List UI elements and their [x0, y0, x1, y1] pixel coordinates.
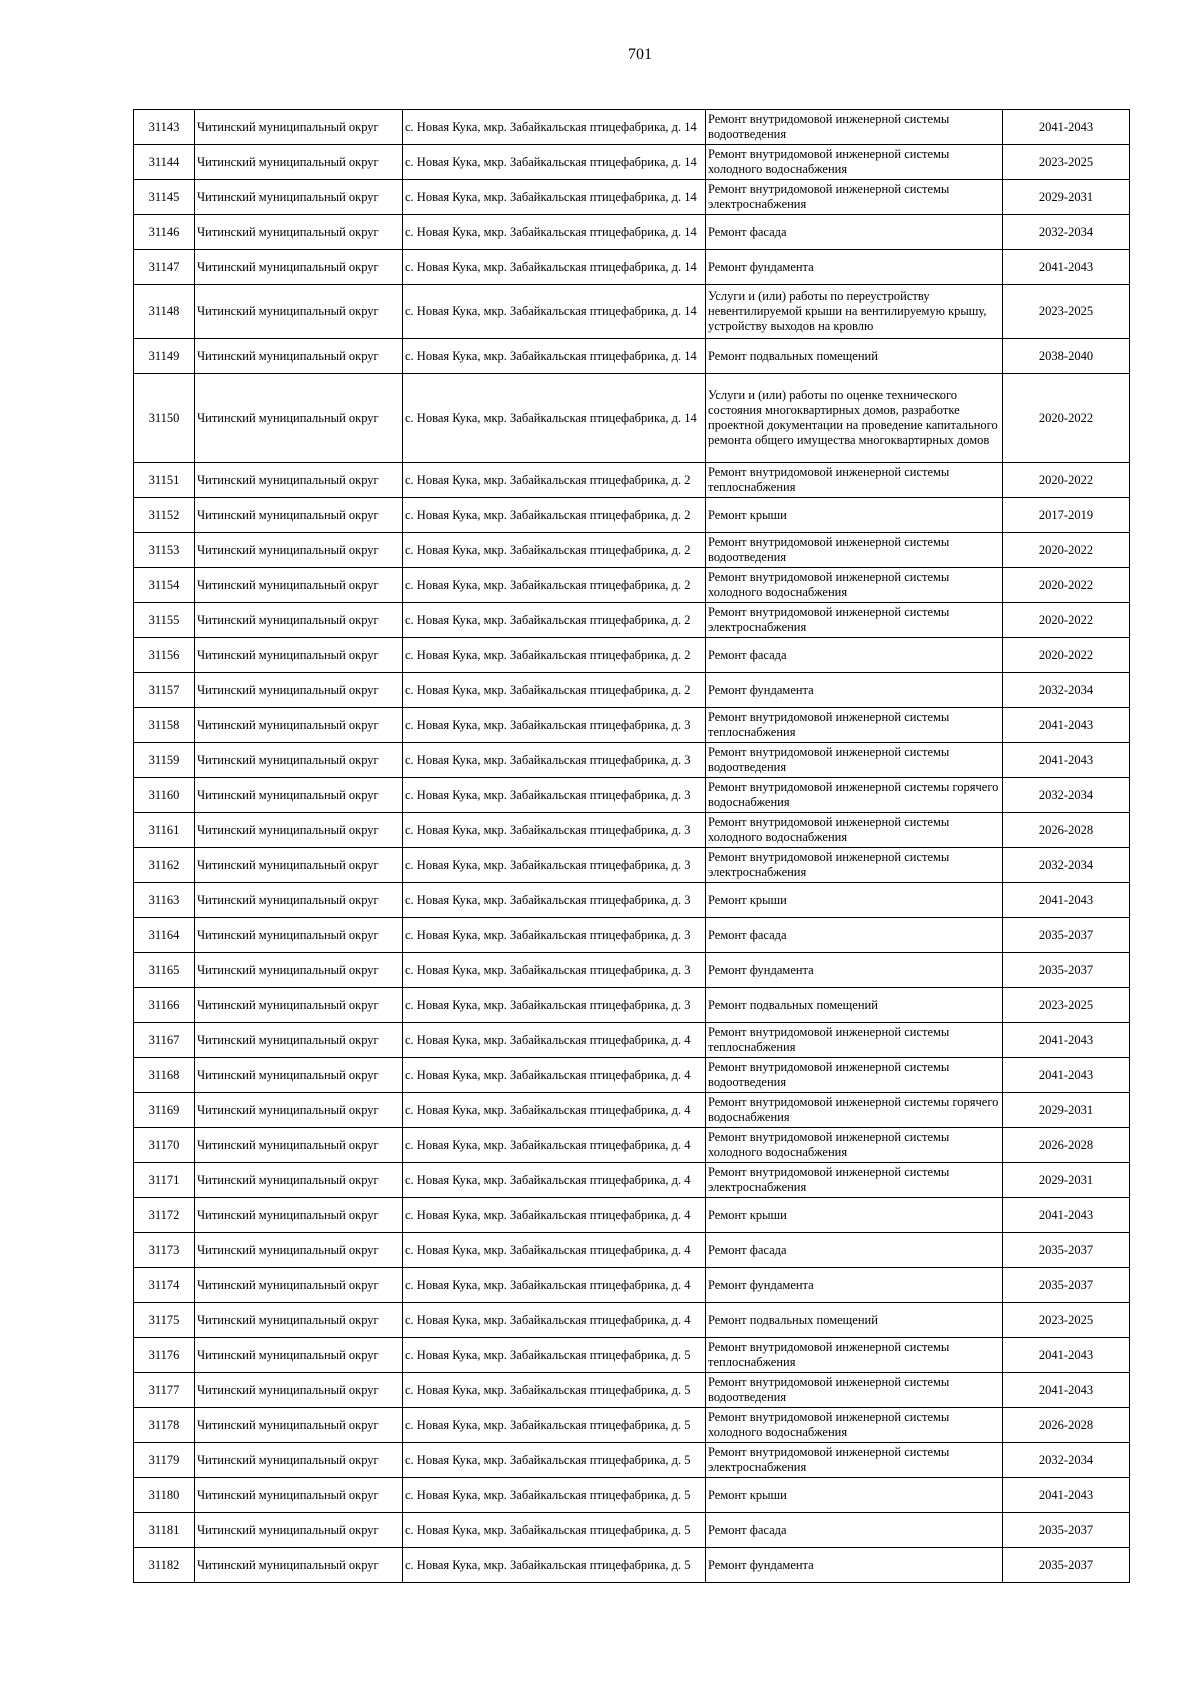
municipality-cell: Читинский муниципальный округ: [195, 918, 403, 953]
address-cell: с. Новая Кука, мкр. Забайкальская птицефабрика, д. 3: [403, 988, 706, 1023]
municipality-cell: Читинский муниципальный округ: [195, 145, 403, 180]
table-row: [134, 1408, 1130, 1443]
municipality-cell: Читинский муниципальный округ: [195, 498, 403, 533]
row-number-cell: 31145: [134, 180, 195, 215]
work-type-cell: Ремонт внутридомовой инженерной системы электроснабжения: [706, 1163, 1003, 1198]
work-type-cell: Ремонт фасада: [706, 1233, 1003, 1268]
municipality-cell: Читинский муниципальный округ: [195, 813, 403, 848]
work-type-cell: Ремонт крыши: [706, 1198, 1003, 1233]
address-cell: с. Новая Кука, мкр. Забайкальская птицефабрика, д. 14: [403, 285, 706, 339]
row-number-cell: 31179: [134, 1443, 195, 1478]
municipality-cell: Читинский муниципальный округ: [195, 603, 403, 638]
address-cell: с. Новая Кука, мкр. Забайкальская птицефабрика, д. 3: [403, 778, 706, 813]
table-row: [134, 1233, 1130, 1268]
address-cell: с. Новая Кука, мкр. Забайкальская птицефабрика, д. 5: [403, 1513, 706, 1548]
period-cell: 2041-2043: [1003, 1338, 1130, 1373]
table-row: [134, 110, 1130, 145]
address-cell: с. Новая Кука, мкр. Забайкальская птицефабрика, д. 14: [403, 180, 706, 215]
period-cell: 2029-2031: [1003, 1093, 1130, 1128]
municipality-cell: Читинский муниципальный округ: [195, 1303, 403, 1338]
municipality-cell: Читинский муниципальный округ: [195, 1408, 403, 1443]
address-cell: с. Новая Кука, мкр. Забайкальская птицефабрика, д. 4: [403, 1163, 706, 1198]
row-number-cell: 31149: [134, 339, 195, 374]
work-type-cell: Ремонт подвальных помещений: [706, 339, 1003, 374]
work-type-cell: Ремонт фасада: [706, 1513, 1003, 1548]
row-number-cell: 31166: [134, 988, 195, 1023]
period-cell: 2041-2043: [1003, 743, 1130, 778]
municipality-cell: Читинский муниципальный округ: [195, 1338, 403, 1373]
municipality-cell: Читинский муниципальный округ: [195, 988, 403, 1023]
period-cell: 2023-2025: [1003, 145, 1130, 180]
period-cell: 2041-2043: [1003, 883, 1130, 918]
table-row: [134, 1268, 1130, 1303]
address-cell: с. Новая Кука, мкр. Забайкальская птицефабрика, д. 5: [403, 1478, 706, 1513]
table-row: [134, 1093, 1130, 1128]
work-type-cell: Ремонт внутридомовой инженерной системы электроснабжения: [706, 603, 1003, 638]
table-row: [134, 1058, 1130, 1093]
address-cell: с. Новая Кука, мкр. Забайкальская птицефабрика, д. 5: [403, 1443, 706, 1478]
table-row: [134, 1198, 1130, 1233]
table-row: [134, 673, 1130, 708]
work-type-cell: Ремонт фасада: [706, 215, 1003, 250]
address-cell: с. Новая Кука, мкр. Забайкальская птицефабрика, д. 5: [403, 1373, 706, 1408]
row-number-cell: 31172: [134, 1198, 195, 1233]
table-row: [134, 215, 1130, 250]
row-number-cell: 31153: [134, 533, 195, 568]
period-cell: 2023-2025: [1003, 1303, 1130, 1338]
period-cell: 2032-2034: [1003, 215, 1130, 250]
period-cell: 2041-2043: [1003, 1023, 1130, 1058]
period-cell: 2029-2031: [1003, 180, 1130, 215]
period-cell: 2020-2022: [1003, 638, 1130, 673]
period-cell: 2026-2028: [1003, 1128, 1130, 1163]
address-cell: с. Новая Кука, мкр. Забайкальская птицефабрика, д. 14: [403, 110, 706, 145]
municipality-cell: Читинский муниципальный округ: [195, 1548, 403, 1583]
table-row: [134, 1163, 1130, 1198]
municipality-cell: Читинский муниципальный округ: [195, 1198, 403, 1233]
address-cell: с. Новая Кука, мкр. Забайкальская птицефабрика, д. 3: [403, 953, 706, 988]
work-type-cell: Ремонт внутридомовой инженерной системы электроснабжения: [706, 848, 1003, 883]
municipality-cell: Читинский муниципальный округ: [195, 1513, 403, 1548]
municipality-cell: Читинский муниципальный округ: [195, 1373, 403, 1408]
municipality-cell: Читинский муниципальный округ: [195, 1023, 403, 1058]
address-cell: с. Новая Кука, мкр. Забайкальская птицефабрика, д. 14: [403, 374, 706, 463]
table-row: [134, 568, 1130, 603]
address-cell: с. Новая Кука, мкр. Забайкальская птицефабрика, д. 4: [403, 1268, 706, 1303]
municipality-cell: Читинский муниципальный округ: [195, 374, 403, 463]
period-cell: 2020-2022: [1003, 533, 1130, 568]
row-number-cell: 31170: [134, 1128, 195, 1163]
municipality-cell: Читинский муниципальный округ: [195, 1093, 403, 1128]
table-row: [134, 638, 1130, 673]
address-cell: с. Новая Кука, мкр. Забайкальская птицефабрика, д. 3: [403, 813, 706, 848]
address-cell: с. Новая Кука, мкр. Забайкальская птицефабрика, д. 4: [403, 1058, 706, 1093]
registry-table: [133, 109, 1130, 1583]
row-number-cell: 31163: [134, 883, 195, 918]
row-number-cell: 31151: [134, 463, 195, 498]
municipality-cell: Читинский муниципальный округ: [195, 1233, 403, 1268]
address-cell: с. Новая Кука, мкр. Забайкальская птицефабрика, д. 4: [403, 1128, 706, 1163]
registry-table-body: [134, 110, 1130, 1583]
row-number-cell: 31158: [134, 708, 195, 743]
municipality-cell: Читинский муниципальный округ: [195, 1128, 403, 1163]
work-type-cell: Ремонт внутридомовой инженерной системы теплоснабжения: [706, 1023, 1003, 1058]
period-cell: 2038-2040: [1003, 339, 1130, 374]
address-cell: с. Новая Кука, мкр. Забайкальская птицефабрика, д. 2: [403, 568, 706, 603]
table-row: [134, 533, 1130, 568]
table-row: [134, 1023, 1130, 1058]
period-cell: 2041-2043: [1003, 1058, 1130, 1093]
municipality-cell: Читинский муниципальный округ: [195, 568, 403, 603]
work-type-cell: Ремонт подвальных помещений: [706, 1303, 1003, 1338]
municipality-cell: Читинский муниципальный округ: [195, 110, 403, 145]
municipality-cell: Читинский муниципальный округ: [195, 215, 403, 250]
municipality-cell: Читинский муниципальный округ: [195, 339, 403, 374]
period-cell: 2035-2037: [1003, 1268, 1130, 1303]
address-cell: с. Новая Кука, мкр. Забайкальская птицефабрика, д. 2: [403, 673, 706, 708]
table-row: [134, 374, 1130, 463]
work-type-cell: Ремонт внутридомовой инженерной системы водоотведения: [706, 743, 1003, 778]
period-cell: 2026-2028: [1003, 813, 1130, 848]
address-cell: с. Новая Кука, мкр. Забайкальская птицефабрика, д. 3: [403, 883, 706, 918]
municipality-cell: Читинский муниципальный округ: [195, 1163, 403, 1198]
work-type-cell: Ремонт фундамента: [706, 953, 1003, 988]
row-number-cell: 31174: [134, 1268, 195, 1303]
period-cell: 2026-2028: [1003, 1408, 1130, 1443]
row-number-cell: 31156: [134, 638, 195, 673]
table-row: [134, 918, 1130, 953]
row-number-cell: 31154: [134, 568, 195, 603]
municipality-cell: Читинский муниципальный округ: [195, 180, 403, 215]
municipality-cell: Читинский муниципальный округ: [195, 848, 403, 883]
address-cell: с. Новая Кука, мкр. Забайкальская птицефабрика, д. 14: [403, 339, 706, 374]
period-cell: 2041-2043: [1003, 1478, 1130, 1513]
period-cell: 2032-2034: [1003, 1443, 1130, 1478]
municipality-cell: Читинский муниципальный округ: [195, 1478, 403, 1513]
row-number-cell: 31178: [134, 1408, 195, 1443]
work-type-cell: Ремонт внутридомовой инженерной системы холодного водоснабжения: [706, 1128, 1003, 1163]
row-number-cell: 31152: [134, 498, 195, 533]
row-number-cell: 31162: [134, 848, 195, 883]
work-type-cell: Ремонт крыши: [706, 498, 1003, 533]
period-cell: 2035-2037: [1003, 1548, 1130, 1583]
work-type-cell: Ремонт крыши: [706, 1478, 1003, 1513]
row-number-cell: 31155: [134, 603, 195, 638]
work-type-cell: Ремонт внутридомовой инженерной системы водоотведения: [706, 1373, 1003, 1408]
table-row: [134, 813, 1130, 848]
table-row: [134, 250, 1130, 285]
period-cell: 2020-2022: [1003, 568, 1130, 603]
row-number-cell: 31181: [134, 1513, 195, 1548]
work-type-cell: Ремонт внутридомовой инженерной системы горячего водоснабжения: [706, 778, 1003, 813]
address-cell: с. Новая Кука, мкр. Забайкальская птицефабрика, д. 5: [403, 1548, 706, 1583]
address-cell: с. Новая Кука, мкр. Забайкальская птицефабрика, д. 4: [403, 1198, 706, 1233]
work-type-cell: Ремонт фундамента: [706, 250, 1003, 285]
address-cell: с. Новая Кука, мкр. Забайкальская птицефабрика, д. 5: [403, 1338, 706, 1373]
address-cell: с. Новая Кука, мкр. Забайкальская птицефабрика, д. 2: [403, 533, 706, 568]
work-type-cell: Ремонт внутридомовой инженерной системы теплоснабжения: [706, 463, 1003, 498]
period-cell: 2041-2043: [1003, 1373, 1130, 1408]
table-row: [134, 339, 1130, 374]
row-number-cell: 31175: [134, 1303, 195, 1338]
row-number-cell: 31161: [134, 813, 195, 848]
work-type-cell: Услуги и (или) работы по оценке технического состояния многоквартирных домов, разработке проектной документации на проведение капитального ремонта общего имущества многоквартирных домов: [706, 374, 1003, 463]
row-number-cell: 31176: [134, 1338, 195, 1373]
work-type-cell: Ремонт внутридомовой инженерной системы теплоснабжения: [706, 708, 1003, 743]
address-cell: с. Новая Кука, мкр. Забайкальская птицефабрика, д. 3: [403, 743, 706, 778]
row-number-cell: 31177: [134, 1373, 195, 1408]
row-number-cell: 31180: [134, 1478, 195, 1513]
table-row: [134, 180, 1130, 215]
period-cell: 2035-2037: [1003, 918, 1130, 953]
table-row: [134, 1338, 1130, 1373]
municipality-cell: Читинский муниципальный округ: [195, 1443, 403, 1478]
municipality-cell: Читинский муниципальный округ: [195, 285, 403, 339]
table-row: [134, 1443, 1130, 1478]
municipality-cell: Читинский муниципальный округ: [195, 708, 403, 743]
address-cell: с. Новая Кука, мкр. Забайкальская птицефабрика, д. 14: [403, 215, 706, 250]
work-type-cell: Ремонт внутридомовой инженерной системы водоотведения: [706, 533, 1003, 568]
table-row: [134, 603, 1130, 638]
address-cell: с. Новая Кука, мкр. Забайкальская птицефабрика, д. 2: [403, 603, 706, 638]
row-number-cell: 31169: [134, 1093, 195, 1128]
row-number-cell: 31144: [134, 145, 195, 180]
period-cell: 2032-2034: [1003, 848, 1130, 883]
table-row: [134, 1513, 1130, 1548]
work-type-cell: Ремонт внутридомовой инженерной системы горячего водоснабжения: [706, 1093, 1003, 1128]
work-type-cell: Ремонт внутридомовой инженерной системы электроснабжения: [706, 1443, 1003, 1478]
row-number-cell: 31146: [134, 215, 195, 250]
table-row: [134, 1548, 1130, 1583]
municipality-cell: Читинский муниципальный округ: [195, 533, 403, 568]
table-row: [134, 1373, 1130, 1408]
address-cell: с. Новая Кука, мкр. Забайкальская птицефабрика, д. 14: [403, 250, 706, 285]
period-cell: 2032-2034: [1003, 673, 1130, 708]
work-type-cell: Ремонт внутридомовой инженерной системы водоотведения: [706, 110, 1003, 145]
municipality-cell: Читинский муниципальный округ: [195, 743, 403, 778]
table-row: [134, 743, 1130, 778]
work-type-cell: Ремонт внутридомовой инженерной системы холодного водоснабжения: [706, 813, 1003, 848]
address-cell: с. Новая Кука, мкр. Забайкальская птицефабрика, д. 3: [403, 708, 706, 743]
municipality-cell: Читинский муниципальный округ: [195, 883, 403, 918]
row-number-cell: 31157: [134, 673, 195, 708]
work-type-cell: Ремонт фасада: [706, 918, 1003, 953]
row-number-cell: 31173: [134, 1233, 195, 1268]
municipality-cell: Читинский муниципальный округ: [195, 1058, 403, 1093]
row-number-cell: 31171: [134, 1163, 195, 1198]
table-row: [134, 708, 1130, 743]
address-cell: с. Новая Кука, мкр. Забайкальская птицефабрика, д. 5: [403, 1408, 706, 1443]
address-cell: с. Новая Кука, мкр. Забайкальская птицефабрика, д. 2: [403, 638, 706, 673]
table-row: [134, 1303, 1130, 1338]
period-cell: 2032-2034: [1003, 778, 1130, 813]
address-cell: с. Новая Кука, мкр. Забайкальская птицефабрика, д. 4: [403, 1233, 706, 1268]
work-type-cell: Услуги и (или) работы по переустройству невентилируемой крыши на вентилируемую крышу, устройству выходов на кровлю: [706, 285, 1003, 339]
table-row: [134, 988, 1130, 1023]
municipality-cell: Читинский муниципальный округ: [195, 638, 403, 673]
period-cell: 2020-2022: [1003, 374, 1130, 463]
municipality-cell: Читинский муниципальный округ: [195, 778, 403, 813]
municipality-cell: Читинский муниципальный округ: [195, 463, 403, 498]
row-number-cell: 31182: [134, 1548, 195, 1583]
table-row: [134, 145, 1130, 180]
municipality-cell: Читинский муниципальный округ: [195, 953, 403, 988]
address-cell: с. Новая Кука, мкр. Забайкальская птицефабрика, д. 3: [403, 918, 706, 953]
period-cell: 2029-2031: [1003, 1163, 1130, 1198]
period-cell: 2020-2022: [1003, 603, 1130, 638]
address-cell: с. Новая Кука, мкр. Забайкальская птицефабрика, д. 4: [403, 1023, 706, 1058]
address-cell: с. Новая Кука, мкр. Забайкальская птицефабрика, д. 4: [403, 1303, 706, 1338]
table-row: [134, 463, 1130, 498]
address-cell: с. Новая Кука, мкр. Забайкальская птицефабрика, д. 2: [403, 498, 706, 533]
row-number-cell: 31143: [134, 110, 195, 145]
municipality-cell: Читинский муниципальный округ: [195, 250, 403, 285]
row-number-cell: 31147: [134, 250, 195, 285]
row-number-cell: 31148: [134, 285, 195, 339]
row-number-cell: 31160: [134, 778, 195, 813]
table-row: [134, 848, 1130, 883]
period-cell: 2041-2043: [1003, 250, 1130, 285]
period-cell: 2017-2019: [1003, 498, 1130, 533]
period-cell: 2035-2037: [1003, 1233, 1130, 1268]
row-number-cell: 31168: [134, 1058, 195, 1093]
period-cell: 2023-2025: [1003, 988, 1130, 1023]
table-row: [134, 953, 1130, 988]
period-cell: 2041-2043: [1003, 708, 1130, 743]
work-type-cell: Ремонт внутридомовой инженерной системы холодного водоснабжения: [706, 1408, 1003, 1443]
table-row: [134, 285, 1130, 339]
address-cell: с. Новая Кука, мкр. Забайкальская птицефабрика, д. 4: [403, 1093, 706, 1128]
work-type-cell: Ремонт подвальных помещений: [706, 988, 1003, 1023]
work-type-cell: Ремонт фундамента: [706, 1268, 1003, 1303]
row-number-cell: 31150: [134, 374, 195, 463]
page-number: 701: [628, 46, 652, 63]
table-row: [134, 1478, 1130, 1513]
table-row: [134, 883, 1130, 918]
address-cell: с. Новая Кука, мкр. Забайкальская птицефабрика, д. 2: [403, 463, 706, 498]
work-type-cell: Ремонт фундамента: [706, 1548, 1003, 1583]
work-type-cell: Ремонт фундамента: [706, 673, 1003, 708]
table-row: [134, 778, 1130, 813]
row-number-cell: 31167: [134, 1023, 195, 1058]
table-row: [134, 1128, 1130, 1163]
address-cell: с. Новая Кука, мкр. Забайкальская птицефабрика, д. 3: [403, 848, 706, 883]
work-type-cell: Ремонт крыши: [706, 883, 1003, 918]
period-cell: 2041-2043: [1003, 110, 1130, 145]
period-cell: 2023-2025: [1003, 285, 1130, 339]
municipality-cell: Читинский муниципальный округ: [195, 673, 403, 708]
work-type-cell: Ремонт внутридомовой инженерной системы холодного водоснабжения: [706, 568, 1003, 603]
row-number-cell: 31164: [134, 918, 195, 953]
period-cell: 2035-2037: [1003, 1513, 1130, 1548]
work-type-cell: Ремонт внутридомовой инженерной системы холодного водоснабжения: [706, 145, 1003, 180]
period-cell: 2020-2022: [1003, 463, 1130, 498]
row-number-cell: 31159: [134, 743, 195, 778]
table-row: [134, 498, 1130, 533]
work-type-cell: Ремонт внутридомовой инженерной системы теплоснабжения: [706, 1338, 1003, 1373]
address-cell: с. Новая Кука, мкр. Забайкальская птицефабрика, д. 14: [403, 145, 706, 180]
work-type-cell: Ремонт внутридомовой инженерной системы электроснабжения: [706, 180, 1003, 215]
period-cell: 2035-2037: [1003, 953, 1130, 988]
municipality-cell: Читинский муниципальный округ: [195, 1268, 403, 1303]
work-type-cell: Ремонт внутридомовой инженерной системы водоотведения: [706, 1058, 1003, 1093]
period-cell: 2041-2043: [1003, 1198, 1130, 1233]
row-number-cell: 31165: [134, 953, 195, 988]
work-type-cell: Ремонт фасада: [706, 638, 1003, 673]
